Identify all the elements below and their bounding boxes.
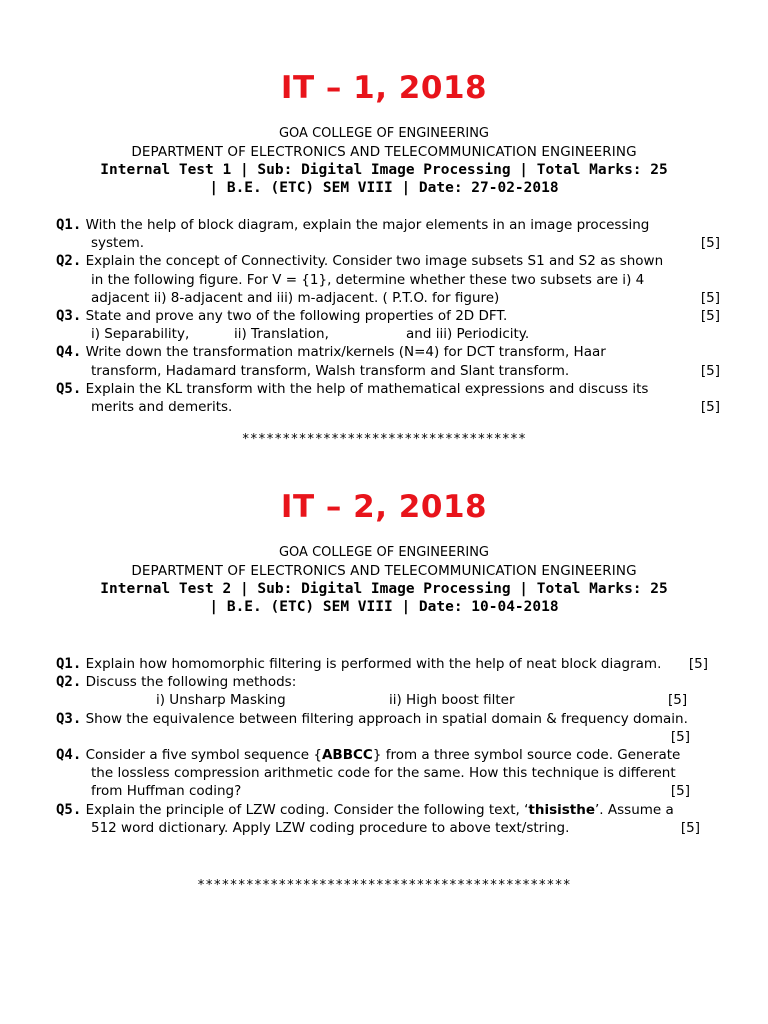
question-text: the lossless compression arithmetic code for the same. How this technique is different xyxy=(91,765,676,782)
question-text: from Huffman coding? xyxy=(91,783,242,800)
marks-label: [5] xyxy=(680,819,700,836)
section-divider: *********************************** xyxy=(241,432,527,447)
lzw-text: thisisthe xyxy=(528,801,596,818)
question-4 xyxy=(56,343,720,361)
question-text: Explain how homomorphic filtering is performed with the help of neat block diagram. xyxy=(85,656,662,672)
marks-label: [5] xyxy=(688,656,708,672)
marks-label: [5] xyxy=(700,399,720,416)
method-item: i) Unsharp Masking xyxy=(156,692,286,709)
question-5 xyxy=(56,801,708,819)
question-number: Q3. xyxy=(56,710,82,727)
question-text: adjacent ii) 8-adjacent and iii) m-adjacent. ( P.T.O. for figure) xyxy=(91,289,500,306)
question-text: ’. Assume a xyxy=(595,801,674,818)
test-date-line: | B.E. (ETC) SEM VIII | Date: 27-02-2018 xyxy=(209,180,559,196)
question-text: With the help of block diagram, explain the major elements in an image processing xyxy=(85,217,650,233)
test2-questions xyxy=(56,655,708,837)
question-text: Write down the transformation matrix/kernels (N=4) for DCT transform, Haar xyxy=(85,344,606,361)
question-1 xyxy=(56,655,708,673)
department-name: DEPARTMENT OF ELECTRONICS AND TELECOMMUNICATION ENGINEERING xyxy=(131,144,637,160)
marks-label: [5] xyxy=(700,362,720,379)
question-3-cont xyxy=(56,728,708,746)
test1-header xyxy=(0,125,768,197)
property-item: i) Separability, xyxy=(91,326,190,343)
test2-header xyxy=(0,544,768,616)
question-text: State and prove any two of the following properties of 2D DFT. xyxy=(85,308,508,325)
question-number: Q4. xyxy=(56,746,82,763)
methods-list xyxy=(56,691,708,709)
marks-label: [5] xyxy=(670,728,690,745)
question-5 xyxy=(56,380,720,398)
question-text: Explain the KL transform with the help of mathematical expressions and discuss its xyxy=(85,380,649,397)
section-divider: ********************************************** xyxy=(197,878,571,893)
question-4-cont xyxy=(56,764,708,782)
question-text: } from a three symbol source code. Generate xyxy=(372,746,681,763)
question-4 xyxy=(56,746,708,764)
question-text: Explain the principle of LZW coding. Consider the following text, ‘ xyxy=(85,801,529,818)
test1-questions xyxy=(56,216,720,416)
question-text: Consider a five symbol sequence { xyxy=(85,746,322,763)
test1-title: IT – 1, 2018 xyxy=(280,70,488,106)
question-3 xyxy=(56,307,720,325)
question-number: Q5. xyxy=(56,380,82,397)
question-3 xyxy=(56,710,708,728)
property-item: ii) Translation, xyxy=(234,326,329,343)
question-number: Q2. xyxy=(56,253,82,270)
question-2-cont xyxy=(56,289,720,307)
question-text: in the following figure. For V = {1}, determine whether these two subsets are i) 4 xyxy=(91,271,645,288)
marks-label: [5] xyxy=(670,783,690,800)
test2-title: IT – 2, 2018 xyxy=(280,489,488,525)
question-4-cont xyxy=(56,362,720,380)
question-2 xyxy=(56,673,708,691)
college-name: GOA COLLEGE OF ENGINEERING xyxy=(278,126,490,141)
properties-list xyxy=(56,325,720,343)
question-number: Q1. xyxy=(56,656,82,672)
college-name: GOA COLLEGE OF ENGINEERING xyxy=(278,545,490,560)
question-text: Show the equivalence between filtering approach in spatial domain & frequency domain. xyxy=(85,710,688,727)
marks-label: [5] xyxy=(700,308,720,325)
question-text: transform, Hadamard transform, Walsh transform and Slant transform. xyxy=(91,362,570,379)
question-text: Discuss the following methods: xyxy=(85,674,297,691)
department-name: DEPARTMENT OF ELECTRONICS AND TELECOMMUNICATION ENGINEERING xyxy=(131,563,637,579)
question-2 xyxy=(56,252,720,270)
sequence-text: ABBCC xyxy=(321,746,373,763)
test-date-line: | B.E. (ETC) SEM VIII | Date: 10-04-2018 xyxy=(209,599,559,615)
question-number: Q4. xyxy=(56,344,82,361)
property-item: and iii) Periodicity. xyxy=(406,326,530,343)
marks-label: [5] xyxy=(668,692,688,709)
test-info-line: Internal Test 2 | Sub: Digital Image Processing | Total Marks: 25 xyxy=(100,581,668,597)
marks-label: [5] xyxy=(700,235,720,252)
question-text: 512 word dictionary. Apply LZW coding procedure to above text/string. xyxy=(91,819,570,836)
question-number: Q3. xyxy=(56,308,82,325)
question-1 xyxy=(56,216,720,234)
question-number: Q1. xyxy=(56,217,82,233)
question-number: Q5. xyxy=(56,801,82,818)
question-4-cont xyxy=(56,782,708,800)
question-1-cont xyxy=(56,234,720,252)
question-number: Q2. xyxy=(56,674,82,691)
question-text: system. xyxy=(91,235,145,252)
question-text: merits and demerits. xyxy=(91,399,233,416)
question-5-cont xyxy=(56,819,708,837)
question-5-cont xyxy=(56,398,720,416)
question-2-cont xyxy=(56,271,720,289)
marks-label: [5] xyxy=(700,289,720,306)
question-text: Explain the concept of Connectivity. Consider two image subsets S1 and S2 as shown xyxy=(85,253,664,270)
method-item: ii) High boost filter xyxy=(389,692,515,709)
test-info-line: Internal Test 1 | Sub: Digital Image Processing | Total Marks: 25 xyxy=(100,162,668,178)
